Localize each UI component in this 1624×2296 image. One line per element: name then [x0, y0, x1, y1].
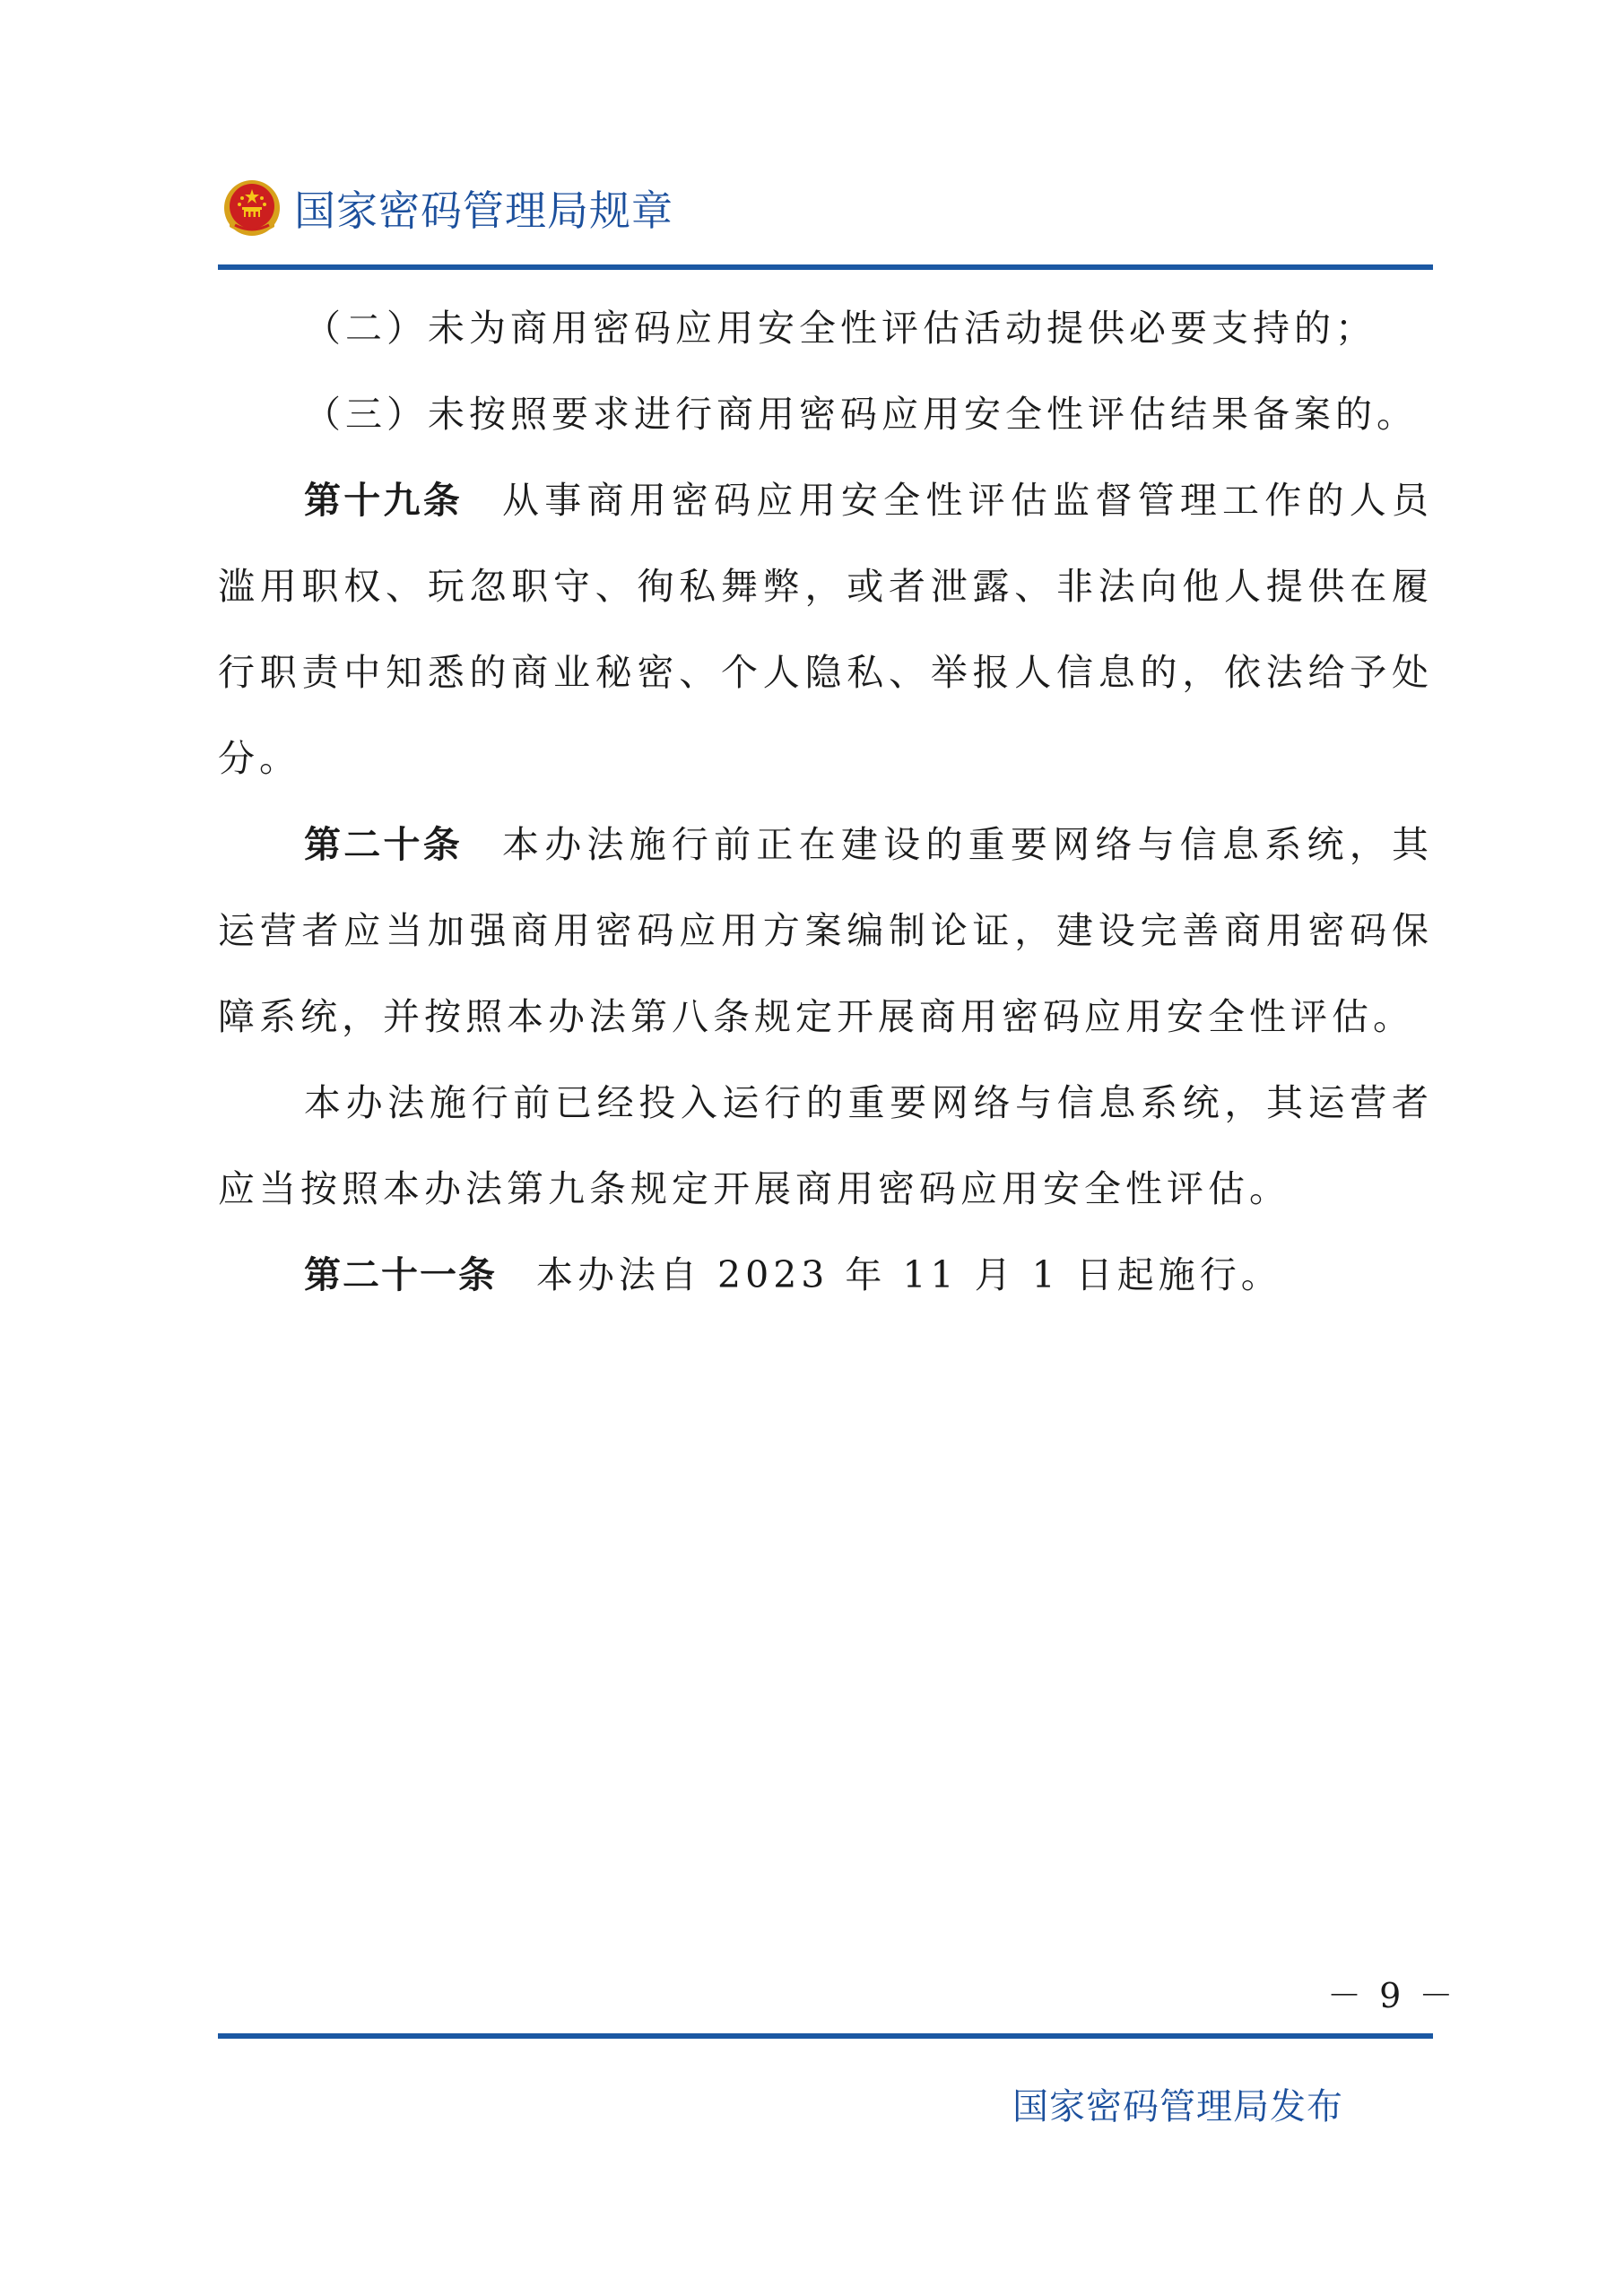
article-label: 第二十条 [304, 823, 463, 866]
article-label: 第二十一条 [304, 1253, 497, 1296]
list-item: （二）未为商用密码应用安全性评估活动提供必要支持的； [304, 307, 1376, 350]
article-21 [218, 1232, 1433, 1318]
article-text: 本办法施行前正在建设的重要网络与信息系统，其运营者应当加强商用密码应用方案编制论证，建设完善商用密码保障系统，并按照本办法第八条规定开展商用密码应用安全性评估。 [218, 823, 1434, 1038]
article-20 [218, 801, 1433, 1060]
article-19 [218, 457, 1433, 801]
footer-divider [218, 2033, 1433, 2039]
page-header [222, 172, 673, 244]
article-text: 本办法自 2023 年 11 月 1 日起施行。 [536, 1253, 1282, 1296]
national-emblem-icon [222, 178, 282, 238]
header-divider [218, 264, 1433, 270]
article-label: 第十九条 [304, 479, 463, 522]
header-title: 国家密码管理局规章 [294, 186, 673, 235]
page-number: － 9 － [1327, 1976, 1457, 2015]
article-text: 从事商用密码应用安全性评估监督管理工作的人员滥用职权、玩忽职守、徇私舞弊，或者泄露、非法向他人提供在履行职责中知悉的商业秘密、个人隐私、举报人信息的，依法给予处分。 [218, 479, 1434, 780]
article-20-paragraph: 本办法施行前已经投入运行的重要网络与信息系统，其运营者应当按照本办法第九条规定开展商用密码应用安全性评估。 [218, 1081, 1433, 1210]
footer-publisher: 国家密码管理局发布 [1012, 2086, 1343, 2127]
document-body [218, 285, 1433, 1318]
list-item: （三）未按照要求进行商用密码应用安全性评估结果备案的。 [304, 393, 1418, 436]
